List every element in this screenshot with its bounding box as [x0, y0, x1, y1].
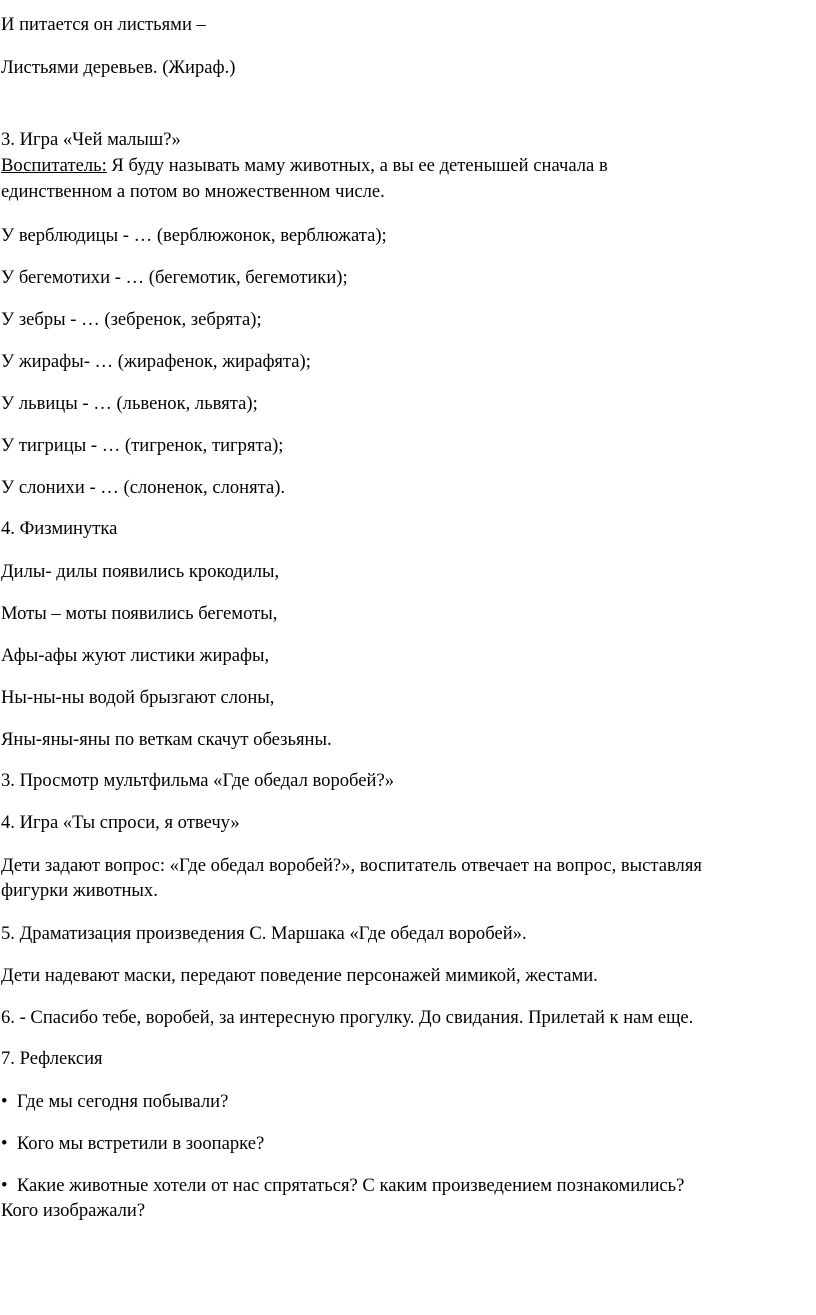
- reflection-question: [1, 1133, 264, 1155]
- fizminutka-line: Ны-ны-ны водой брызгают слоны,: [1, 687, 275, 708]
- game-ask-heading: 4. Игра «Ты спроси, я отвечу»: [1, 812, 240, 833]
- teacher-instruction-text: Я буду называть маму животных, а вы ее детенышей сначала в: [106, 155, 608, 176]
- cartoon-heading: 3. Просмотр мультфильма «Где обедал воробей?»: [1, 770, 395, 791]
- reflection-question-text: Какие животные хотели от нас спрятаться? С каким произведением познакомились?: [16, 1175, 685, 1196]
- fizminutka-line: Яны-яны-яны по веткам скачут обезьяны.: [1, 729, 332, 750]
- reflection-heading: 7. Рефлексия: [1, 1048, 103, 1069]
- game-whose-baby-heading: 3. Игра «Чей малыш?»: [1, 129, 181, 150]
- game-ask-line-1: Дети задают вопрос: «Где обедал воробей?», воспитатель отвечает на вопрос, выставляя: [1, 855, 702, 876]
- baby-item: У жирафы- … (жирафенок, жирафята);: [1, 351, 311, 372]
- teacher-instruction-line-2: единственном а потом во множественном числе.: [1, 181, 385, 202]
- fizminutka-line: Афы-афы жуют листики жирафы,: [1, 645, 270, 666]
- dramatization-line: Дети надевают маски, передают поведение персонажей мимикой, жестами.: [1, 965, 598, 986]
- reflection-question: [1, 1175, 684, 1197]
- riddle-line-1: И питается он листьями –: [1, 14, 206, 35]
- bullet-icon: •: [1, 1091, 8, 1112]
- bullet-icon: •: [1, 1175, 8, 1196]
- fizminutka-line: Моты – моты появились бегемоты,: [1, 603, 278, 624]
- baby-item: У тигрицы - … (тигренок, тигрята);: [1, 435, 284, 456]
- baby-item: У зебры - … (зебренок, зебрята);: [1, 309, 262, 330]
- reflection-question-continuation: Кого изображали?: [1, 1200, 146, 1221]
- reflection-question-text: Кого мы встретили в зоопарке?: [16, 1133, 265, 1154]
- reflection-question: [1, 1091, 228, 1113]
- riddle-line-2: Листьями деревьев. (Жираф.): [1, 57, 236, 78]
- farewell-line: 6. - Спасибо тебе, воробей, за интересную прогулку. До свидания. Прилетай к нам еще.: [1, 1007, 694, 1028]
- baby-item: У львицы - … (львенок, львята);: [1, 393, 258, 414]
- baby-item: У верблюдицы - … (верблюжонок, верблюжата);: [1, 225, 387, 246]
- fizminutka-heading: 4. Физминутка: [1, 518, 118, 539]
- bullet-icon: •: [1, 1133, 8, 1154]
- dramatization-heading: 5. Драматизация произведения С. Маршака «Где обедал воробей».: [1, 923, 527, 944]
- game-ask-line-2: фигурки животных.: [1, 880, 158, 901]
- baby-item: У слонихи - … (слоненок, слонята).: [1, 477, 286, 498]
- teacher-instruction-line-1: [1, 155, 608, 177]
- baby-item: У бегемотихи - … (бегемотик, бегемотики);: [1, 267, 348, 288]
- teacher-label: Воспитатель:: [1, 155, 107, 176]
- reflection-question-text: Где мы сегодня побывали?: [16, 1091, 229, 1112]
- fizminutka-line: Дилы- дилы появились крокодилы,: [1, 561, 280, 582]
